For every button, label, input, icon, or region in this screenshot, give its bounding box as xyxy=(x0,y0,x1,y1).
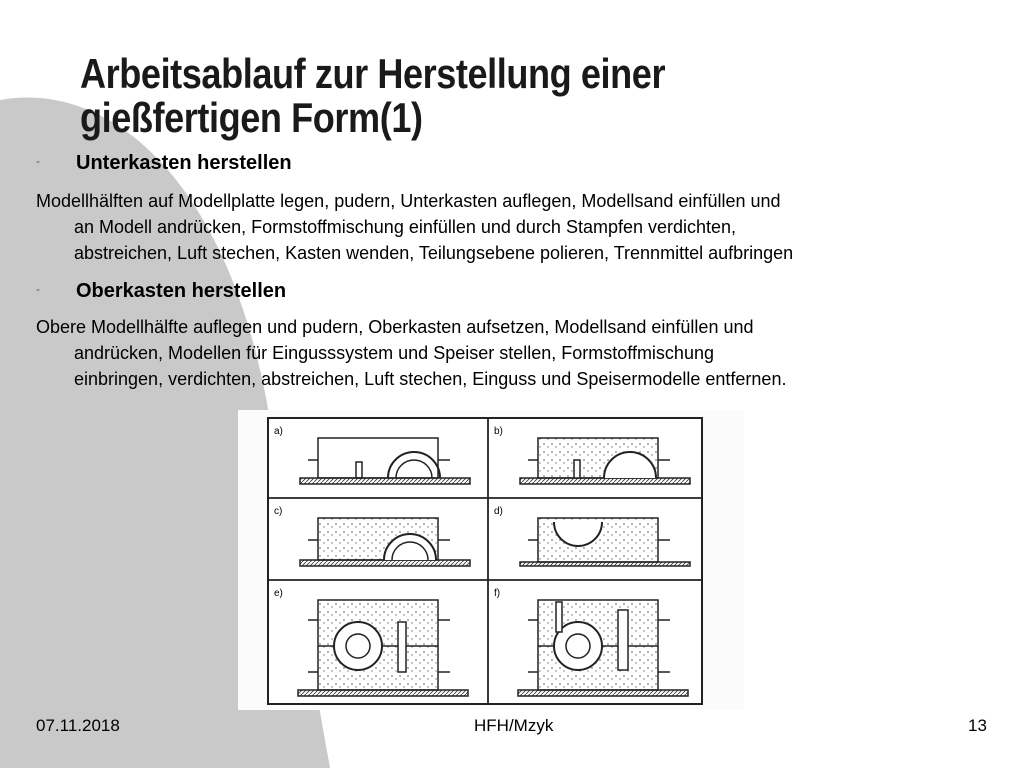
section-text-1 xyxy=(36,188,996,266)
bullet-dash: - xyxy=(36,154,40,168)
slide-title xyxy=(80,52,854,140)
title-line-2: gießfertigen Form(1) xyxy=(80,94,423,141)
text-line: andrücken, Modellen für Eingusssystem und Speiser stellen, Formstoffmischung xyxy=(74,343,714,363)
text-line: einbringen, verdichten, abstreichen, Luft stechen, Einguss und Speisermodelle entfernen. xyxy=(74,369,787,389)
text-line: abstreichen, Luft stechen, Kasten wenden, Teilungsebene polieren, Trennmittel aufbringen xyxy=(74,243,794,263)
figure-label-c: c) xyxy=(274,506,283,517)
title-line-1: Arbeitsablauf zur Herstellung einer xyxy=(80,50,666,97)
text-line: Obere Modellhälfte auflegen und pudern, Oberkasten aufsetzen, Modellsand einfüllen und xyxy=(36,317,754,337)
figure-label-b: b) xyxy=(494,426,503,437)
figure-label-e: e) xyxy=(274,588,283,599)
footer-page-number: 13 xyxy=(968,716,987,735)
figure-label-f: f) xyxy=(494,588,501,599)
section-heading-1: Unterkasten herstellen xyxy=(76,152,292,174)
figure-label-d: d) xyxy=(494,506,503,517)
mould-process-figure xyxy=(238,410,744,710)
footer-date: 07.11.2018 xyxy=(36,716,120,735)
figure-label-a: a) xyxy=(274,426,283,437)
text-line: an Modell andrücken, Formstoffmischung einfüllen und durch Stampfen verdichten, xyxy=(74,217,737,237)
section-heading-2: Oberkasten herstellen xyxy=(76,280,287,302)
footer-author: HFH/Mzyk xyxy=(474,716,554,735)
bullet-dash: - xyxy=(36,282,40,296)
section-text-2 xyxy=(36,314,996,392)
text-line: Modellhälften auf Modellplatte legen, pudern, Unterkasten auflegen, Modellsand einfüllen und xyxy=(36,191,781,211)
